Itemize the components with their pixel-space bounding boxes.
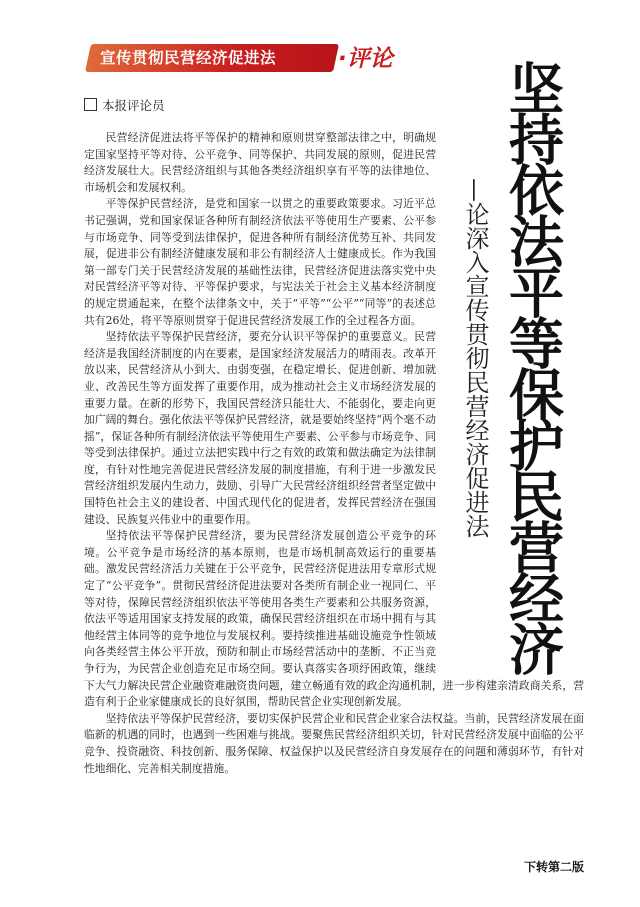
article-paragraph-5: 坚持依法平等保护民营经济，要切实保护民营企业和民营企业家合法权益。当前，民营经济发展在面临新的机遇的同时，也遇到一些困难与挑战。要聚焦民营经济组织关切，针对民营经济发展中面临的公平竞争、投资融资、科技创新、服务保障、权益保护以及民营经济自身发展存在的问题和薄弱环节，有针对性地细化、完善相关制度措施。 xyxy=(84,711,584,775)
square-icon xyxy=(84,98,97,111)
headline-title: 坚持依法平等保护民营经济 xyxy=(500,60,564,672)
article-paragraph-3: 坚持依法平等保护民营经济，要充分认识平等保护的重要意义。民营经济是我国经济制度的内在要素，是国家经济发展活力的晴雨表。改革开放以来，民营经济从小到大、由弱变强，在稳定增长、促进创新、增加就业、改善民生等方面发挥了重要作用，成为推动社会主义市场经济发展的重要力量。在新的形势下，我国民营经济只能壮大、不能弱化，要走向更加广阔的舞台。强化依法平等保护民营经济，就是要始终坚持“两个毫不动摇”，保证各种所有制经济依法平等使用生产要素、公平参与市场竞争、同等受到法律保护。通过立法把实践中行之有效的政策和做法确定为法律制度，有针对性地完善促进民营经济发展的制度措施，有利于进一步激发民营经济组织发展内生动力，鼓励、引导广大民营经济组织经营者坚定做中国特色社会主义的建设者、中国式现代化的促进者，发挥民营经济在强国建设、民族复兴伟业中的重要作用。 xyxy=(84,330,436,526)
section-tag: ·评论 xyxy=(338,46,393,72)
headline-subtitle: —论深入宣传贯彻民营经济促进法 xyxy=(461,178,489,538)
headline-column-spacer xyxy=(436,130,584,662)
article-paragraph-1: 民营经济促进法将平等保护的精神和原则贯穿整部法律之中，明确规定国家坚持平等对待、公平竞争、同等保护、共同发展的原则，促进民营经济发展壮大。民营经济组织与其他各类经济组织享有平等的法律地位、市场机会和发展权利。 xyxy=(84,131,436,194)
byline-text: 本报评论员 xyxy=(102,98,165,113)
byline xyxy=(84,96,165,114)
article-body xyxy=(84,130,584,880)
article-paragraph-2: 平等保护民营经济，是党和国家一以贯之的重要政策要求。习近平总书记强调，党和国家保证各种所有制经济依法平等使用生产要素、公平参与市场竞争、同等受到法律保护，促进各种所有制经济优势互补、共同发展，促进非公有制经济健康发展和非公有制经济人士健康成长。作为我国第一部专门关于民营经济发展的基础性法律，民营经济促进法落实党中央对民营经济平等对待、平等保护要求，与宪法关于社会主义基本经济制度的规定贯通起来，在整个法律条文中，关于“平等”“公平”“同等”的表述总共有26处，将平等原则贯穿于促进民营经济发展工作的全过程各方面。 xyxy=(84,197,436,327)
article-paragraph-4: 坚持依法平等保护民营经济，要为民营经济发展创造公平竞争的环境。公平竞争是市场经济的基本原则，也是市场机制高效运行的重要基础。激发民营经济活力关键在于公平竞争，民营经济促进法用专章形式规定了“公平竞争”。贯彻民营经济促进法要对各类所有制企业一视同仁、平等对待，保障民营经济组织依法平等使用各类生产要素和公共服务资源，依法平等适用国家支持发展的政策，确保民营经济组织在市场中拥有与其他经营主体同等的竞争地位与发展权利。要持续推进基础设施竞争性领域向各类经营主体公平开放，预防和制止市场经营活动中的垄断、不正当竞争行为，为民营企业创造充足市场空间。要认真落实各项纾困政策，继续下大气力解决民营企业融资难融资贵问题，建立畅通有效的政企沟通机制，进一步构建亲清政商关系，营造有利于企业家健康成长的良好氛围，帮助民营企业实现创新发展。 xyxy=(84,529,584,709)
continued-note[interactable]: 下转第二版 xyxy=(523,860,584,874)
section-banner-label: 宣传贯彻民营经济促进法 xyxy=(100,49,277,67)
